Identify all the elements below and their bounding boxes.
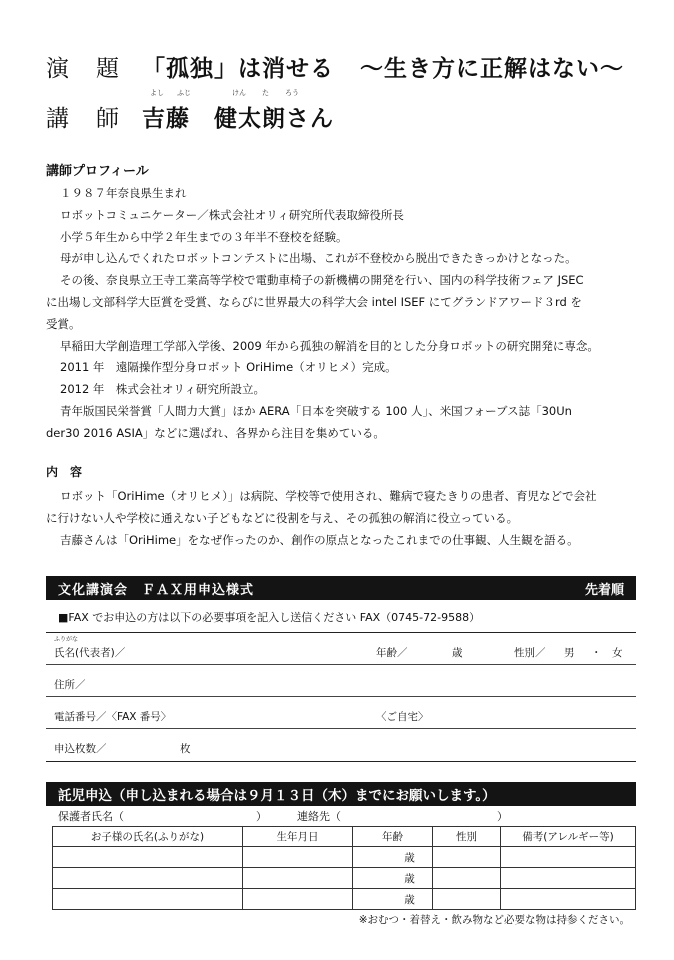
profile-line: 母が申し込んでくれたロボットコンテストに出場、これが不登校から脱出できたきっかけとなった。: [60, 251, 577, 266]
ruby-fuji: ふじ: [177, 89, 191, 97]
birthdate-cell[interactable]: [243, 847, 353, 868]
childcare-title: 託児申込（申し込まれる場合は９月１３日（木）までにお願いします。）: [58, 788, 496, 804]
birthdate-cell[interactable]: [243, 868, 353, 889]
profile-text: [46, 183, 636, 445]
notes-cell[interactable]: [501, 847, 636, 868]
table-row[interactable]: [53, 847, 636, 868]
profile-line: 小学５年生から中学２年生までの３年半不登校を経験。: [60, 229, 348, 244]
col-sex: 性別: [433, 827, 501, 847]
child-name-cell[interactable]: [53, 847, 243, 868]
count-unit: 枚: [180, 743, 191, 755]
contact-blank[interactable]: [341, 808, 497, 824]
age-unit: 歳: [404, 893, 415, 906]
table-row[interactable]: [53, 868, 636, 889]
male-option[interactable]: 男: [564, 647, 575, 659]
age-cell[interactable]: [353, 889, 433, 910]
content-line: ロボット「OriHime（オリヒメ）」は病院、学校等で使用され、難病で寝たきりの患者、育児などで会社: [60, 489, 597, 503]
ruby-ta: た: [262, 89, 269, 97]
profile-line: その後、奈良県立王寺工業高等学校で電動車椅子の新機構の開発を行い、国内の科学技術フェア JSEC: [60, 273, 584, 288]
contact-label: 連絡先（: [297, 810, 341, 823]
topic-row: [46, 50, 624, 83]
guardian-close: ）: [256, 810, 267, 823]
table-row[interactable]: [53, 889, 636, 910]
fax-form: [46, 632, 636, 762]
first-come-label: 先着順: [584, 582, 624, 598]
furigana-label: ふりがな: [54, 636, 79, 643]
profile-line: der30 2016 ASIA」などに選ばれ、各界から注目を集めている。: [46, 425, 385, 440]
topic-label: 演 題: [46, 56, 121, 82]
col-birthdate: 生年月日: [243, 827, 353, 847]
sex-cell[interactable]: [433, 889, 501, 910]
ruby-yoshi: よし: [150, 89, 164, 97]
phone-label: 電話番号／〈FAX 番号〉: [54, 711, 172, 723]
age-cell[interactable]: [353, 847, 433, 868]
profile-line: ロボットコミュニケーター／株式会社オリィ研究所代表取締役所長: [60, 207, 404, 222]
lecturer-row: [46, 100, 334, 133]
birthdate-cell[interactable]: [243, 889, 353, 910]
content-heading: 内 容: [46, 465, 83, 479]
address-row[interactable]: [46, 665, 636, 697]
content-text: [46, 486, 636, 551]
sex-label: 性別／: [514, 647, 546, 659]
col-age: 年齢: [353, 827, 433, 847]
sex-cell[interactable]: [433, 868, 501, 889]
age-unit: 歳: [452, 647, 463, 659]
profile-line: 早稲田大学創造理工学部入学後、2009 年から孤独の解消を目的とした分身ロボットの研究開発に専念。: [60, 338, 599, 353]
age-label: 年齢／: [376, 647, 408, 659]
name-label: 氏名(代表者)／: [54, 647, 126, 659]
ruby-rou: ろう: [285, 89, 299, 97]
contact-close: ）: [497, 810, 508, 823]
profile-line: 2011 年 遠隔操作型分身ロボット OriHime（オリヒメ）完成。: [60, 360, 397, 375]
fax-form-title: 文化講演会 ＦＡＸ用申込様式: [58, 582, 255, 598]
age-cell[interactable]: [353, 868, 433, 889]
profile-line: １９８７年奈良県生まれ: [60, 186, 187, 200]
profile-line: 2012 年 株式会社オリィ研究所設立。: [60, 382, 265, 397]
fax-form-title-bar: [46, 576, 636, 600]
childcare-title-bar: [46, 782, 636, 806]
count-label: 申込枚数／: [54, 743, 107, 755]
childcare-footnote: ※おむつ・着替え・飲み物など必要な物は持参ください。: [358, 914, 630, 926]
col-notes: 備考(アレルギー等): [501, 827, 636, 847]
phone-row[interactable]: [46, 697, 636, 729]
name-row[interactable]: [46, 633, 636, 665]
table-header-row: [53, 827, 636, 847]
guardian-label: 保護者氏名（: [58, 810, 124, 823]
spacer: [267, 808, 297, 824]
age-unit: 歳: [404, 872, 415, 885]
child-name-cell[interactable]: [53, 868, 243, 889]
count-row[interactable]: [46, 729, 636, 761]
female-option[interactable]: 女: [612, 647, 623, 659]
guardian-blank[interactable]: [124, 808, 256, 824]
ruby-ken: けん: [232, 89, 246, 97]
topic-subtitle: ～生き方に正解はない～: [360, 56, 624, 82]
content-line: 吉藤さんは「OriHime」をなぜ作ったのか、創作の原点となったこれまでの仕事観、人生観を語る。: [60, 532, 579, 547]
profile-line: 青年版国民栄誉賞「人間力大賞」ほか AERA「日本を突破する 100 人」、米国フォーブス誌「30Un: [60, 403, 572, 418]
col-child-name: お子様の氏名(ふりがな): [53, 827, 243, 847]
child-name-cell[interactable]: [53, 889, 243, 910]
topic-title: 「孤独」は消せる: [142, 56, 334, 82]
fax-note: ■FAX でお申込の方は以下の必要事項を記入し送信ください FAX（0745-72-9588）: [58, 611, 481, 624]
age-unit: 歳: [404, 851, 415, 864]
option-separator: ・: [591, 647, 602, 659]
notes-cell[interactable]: [501, 889, 636, 910]
sex-cell[interactable]: [433, 847, 501, 868]
address-label: 住所／: [54, 679, 86, 691]
profile-line: に出場し文部科学大臣賞を受賞、ならびに世界最大の科学大会 intel ISEF にてグランドアワード３rd を: [46, 294, 582, 309]
notes-cell[interactable]: [501, 868, 636, 889]
lecturer-name: 吉藤 健太朗さん: [142, 106, 334, 132]
profile-heading: 講師プロフィール: [46, 164, 149, 179]
home-label: 〈ご自宅〉: [376, 711, 429, 723]
lecturer-label: 講 師: [46, 106, 121, 132]
content-line: に行けない人や学校に通えない子どもなどに役割を与え、その孤独の解消に役立っている。: [46, 510, 519, 525]
profile-line: 受賞。: [46, 316, 81, 331]
guardian-row: [58, 808, 508, 824]
childcare-table: [52, 826, 636, 910]
